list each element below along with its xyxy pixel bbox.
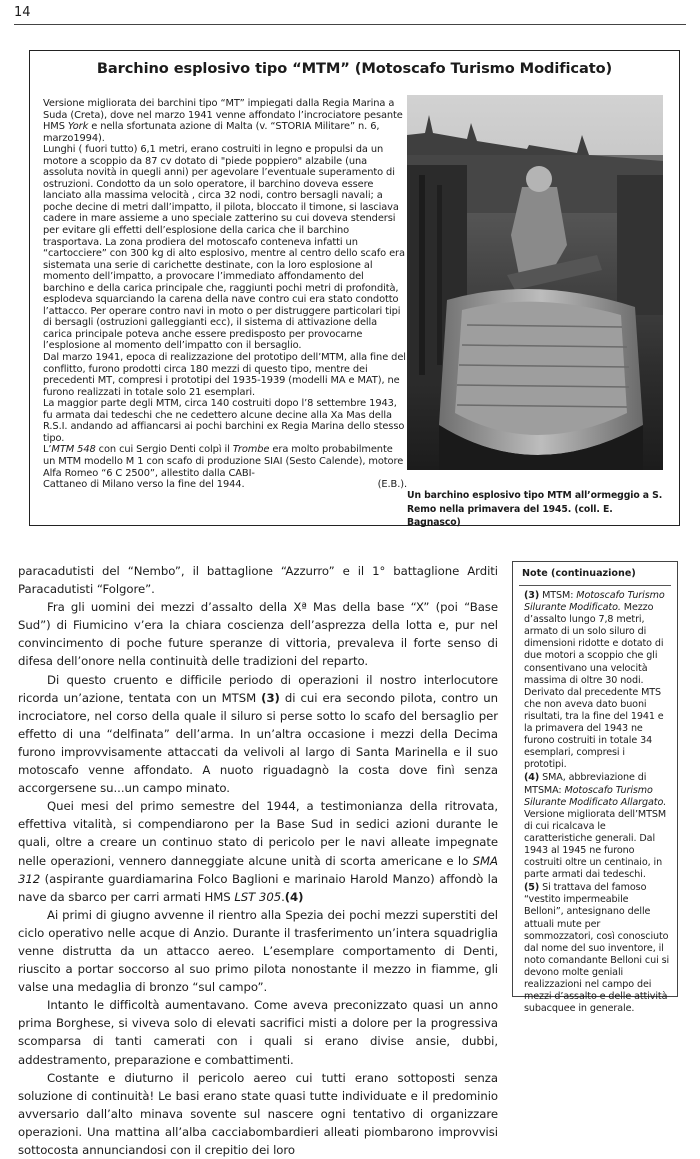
footnote-number: (4) [524,772,540,784]
footnote-italic: Motoscafo Turismo Silurante Modificato. [524,590,665,614]
ship-name: York [67,121,89,133]
article-text-span: (aspirante guardiamarina Folco Baglioni e marinaio Harold Manzo) affondò la nave da sbarco per carri armati HMS [18,871,498,904]
box-paragraph: Lunghi ( fuori tutto) 6,1 metri, erano costruiti in legno e propulsi da un motore a scoppio da 87 cv dotato di "piede poppiero" alzabile (una assoluta novità in quegli anni) per agevolare l’eventuale superamento di ostruzioni. Condotto da un solo operatore, il barchino doveva essere lanciato alla massima velocità , circa 32 nodi, contro bersagli navali; a poche decine di metri dall’impatto, il pilota, bloccato il timone, si lasciava cadere in mare assieme a uno speciale zatterino su cui doveva stendersi per evitare gli effetti dell’esplosione della carica che il barchino trasportava. La zona prodiera del motoscafo conteneva infatti un “cartocciere” con 300 kg di alto esplosivo, mentre al centro dello scafo era sistemata una serie di carichette destinate, con la loro esplosione al momento dell’impatto, a provocare l’immediato affondamento del barchino e della carica principale che, raggiunti pochi metri di profondità, esplodeva squarciando la carena della nave contro cui era stato condotto l’attacco. Per operare contro navi in moto o per distruggere particolari tipi di bersagli (ostruzioni galleggianti ecc), il sistema di attivazione della carica principale poteva anche essere predisposto per provocarne l’esplosione al momento dell’impatto con il bersaglio. [43,144,405,352]
footnote-ref: (3) [261,690,280,705]
photo-caption: Un barchino esplosivo tipo MTM all’ormeggio a S. Remo nella primavera del 1945. (coll. E. Bagnasco) [407,490,663,528]
box-text-span: L’ [43,444,52,456]
notes-box [512,561,678,1015]
footnote [524,882,670,1015]
footnote-text: SMA, abbreviazione di MTSMA: [524,772,647,796]
article-body [18,562,498,1159]
boat-name: SMA 312 [18,853,498,886]
footnote-text: Si trattava del famoso “vestito impermeabile Belloni”, antesignano delle attuali mute per sommozzatori, così conosciuto dal nome del suo inventore, il noto comandante Belloni cui si devono molte geniali realizzazioni nel campo dei mezzi d’assalto e delle attività subacquee in generale. [524,882,670,1015]
sidebar-box [29,50,680,526]
box-text-span: con cui Sergio Denti colpì il [95,444,233,456]
box-paragraph: La maggior parte degli MTM, circa 140 costruiti dopo l’8 settembre 1943, fu armata dai tedeschi che ne cedettero alcune decine alla Xa Mas della R.S.I. andando ad affiancarsi ai pochi barchini ex Regia Marina dello stesso tipo. [43,398,405,444]
box-text-span: e nella sfortunata azione di Malta (v. “STORIA Militare” n. 6, marzo1994). [43,121,380,144]
boat-photo [407,95,663,470]
footnote-text: Versione migliorata dell’MTSM di cui ricalcava le caratteristiche generali. Dal 1943 al 1945 ne furono costruiti oltre un centinaio, in parte armati dai tedeschi. [524,808,667,881]
footnote-italic: Motoscafo Turismo Silurante Modificato Allargato. [524,784,667,808]
article-paragraph: Intanto le difficoltà aumentavano. Come aveva preconizzato quasi un anno prima Borghese, si viveva solo di elevati sacrifici misti a dolore per la progressiva scomparsa di tanti camerati con i quali si erano divise ansie, dubbi, addestramento, preparazione e combattimenti. [18,998,498,1067]
footnote-number: (3) [524,590,540,601]
footnote-text: MTSM: [539,590,577,601]
page-number: 14 [14,5,31,20]
author-signature: (E.B.). [377,479,407,491]
boat-name: MTM 548 [51,444,96,456]
ship-name: Trombe [232,444,270,456]
header-rule [14,24,686,25]
article-paragraph [18,671,498,798]
article-text-span: Di questo cruento e difficile periodo di operazioni il nostro interlocutore ricorda un’azione, tentata con un MTSM [18,672,498,705]
box-text [43,98,407,491]
box-last-line [43,479,407,491]
box-paragraph [43,98,407,144]
article-paragraph: Ai primi di giugno avvenne il rientro alla Spezia dei pochi mezzi superstiti del ciclo operativo nelle acque di Anzio. Durante il trasferimento un’intera squadriglia venne distrutta da un attacco aereo. L’esemplare comportamento di Denti, riuscito a portar soccorso al suo primo pilota nonostante il mezzo in fiamme, gli valse una medaglia di bronzo “sul campo”. [18,907,498,995]
box-text-span: Versione migliorata dei barchini tipo “MT” impiegati dalla Regia Marina a Suda (Creta), dove nel marzo 1941 venne affondato l’incrociatore pesante HMS [43,98,403,133]
footnote-text: Mezzo d’assalto lungo 7,8 metri, armato di un solo siluro di dimensioni ridotte e dotato di due motori a scoppio che gli consentivano una velocità massima di oltre 30 nodi. Derivato dal precedente MTS che non aveva dato buoni risultati, tra la fine del 1941 e la primavera del 1943 ne furono costruiti in totale 34 esemplari, compresi i prototipi. [524,602,664,771]
article-paragraph: Costante e diuturno il pericolo aereo cui tutti erano sottoposti senza soluzione di continuità! Le basi erano state quasi tutte individuate e il predominio avversario dall’alto minava sovente sul nascere ogni tentativo di organizzare operazioni. Una mattina all’alba cacciabombardieri alleati piombarono improvvisi sottocosta annunciandosi con il crepitio dei loro [18,1070,498,1157]
article-paragraph: paracadutisti del “Nembo”, il battaglione “Azzurro” e il 1° battaglione Arditi Paracadutisti “Folgore”. [18,564,498,597]
ship-name: LST 305 [234,889,282,904]
footnote [524,590,670,771]
box-paragraph: Dal marzo 1941, epoca di realizzazione del prototipo dell’MTM, alla fine del conflitto, furono prodotti circa 180 mezzi di questo tipo, mentre dei precedenti MT, compresi i prototipi del 1935-1939 (modelli MA e MAT), ne furono realizzati in totale solo 21 esemplari. [43,352,406,398]
article-paragraph: Fra gli uomini dei mezzi d’assalto della Xª Mas della base “X” (poi “Base Sud”) di Fiumicino v’era la chiara coscienza dell’asprezza della lotta e, pur nel convincimento di poche future speranze di vittoria, prevaleva il forte senso di difesa dell’onore nella continuità delle tradizioni del reparto. [18,600,498,669]
box-title: Barchino esplosivo tipo “MTM” (Motoscafo Turismo Modificato) [96,60,613,77]
notes-rule [519,585,671,586]
footnote-number: (5) [524,882,540,894]
footnote-ref: (4) [284,889,304,904]
article-text-span: Quei mesi del primo semestre del 1944, a testimonianza della ritrovata, effettiva vitalità, si compendiarono per la Base Sud in sedici azioni durante le quali, oltre a creare un continuo stato di pericolo per le navi alleate impegnate nelle operazioni, vennero danneggiate alcune unità di scorta americane e lo [18,799,498,868]
box-text-span: Cattaneo di Milano verso la fine del 1944. [43,479,245,491]
footnote [524,772,670,881]
article-text-span: . [281,889,285,904]
article-paragraph [18,797,498,906]
box-text-span: era molto probabilmente un MTM modello M 1 con scafo di produzione SIAI (Sesto Calende), motore Alfa Romeo “6 C 2500”, allestito dalla CABI- [43,444,404,479]
notes-title: Note (continuazione) [522,568,636,579]
boat-photo-graphic [407,95,663,470]
article-text-span: di cui era secondo pilota, contro un incrociatore, nel corso della quale il siluro si perse sotto lo scafo del bersaglio per effetto di una “delfinata” dell’arma. In un’altra occasione i mezzi della Decima furono improvvisamente attaccati da velivoli al largo di Santa Marinella e il suo motoscafo venne affondato. A nuoto riguadagnò la costa dove finì senza accorgersene su...un campo minato. [18,690,498,796]
notes-body [524,590,670,1016]
box-paragraph [43,444,407,479]
